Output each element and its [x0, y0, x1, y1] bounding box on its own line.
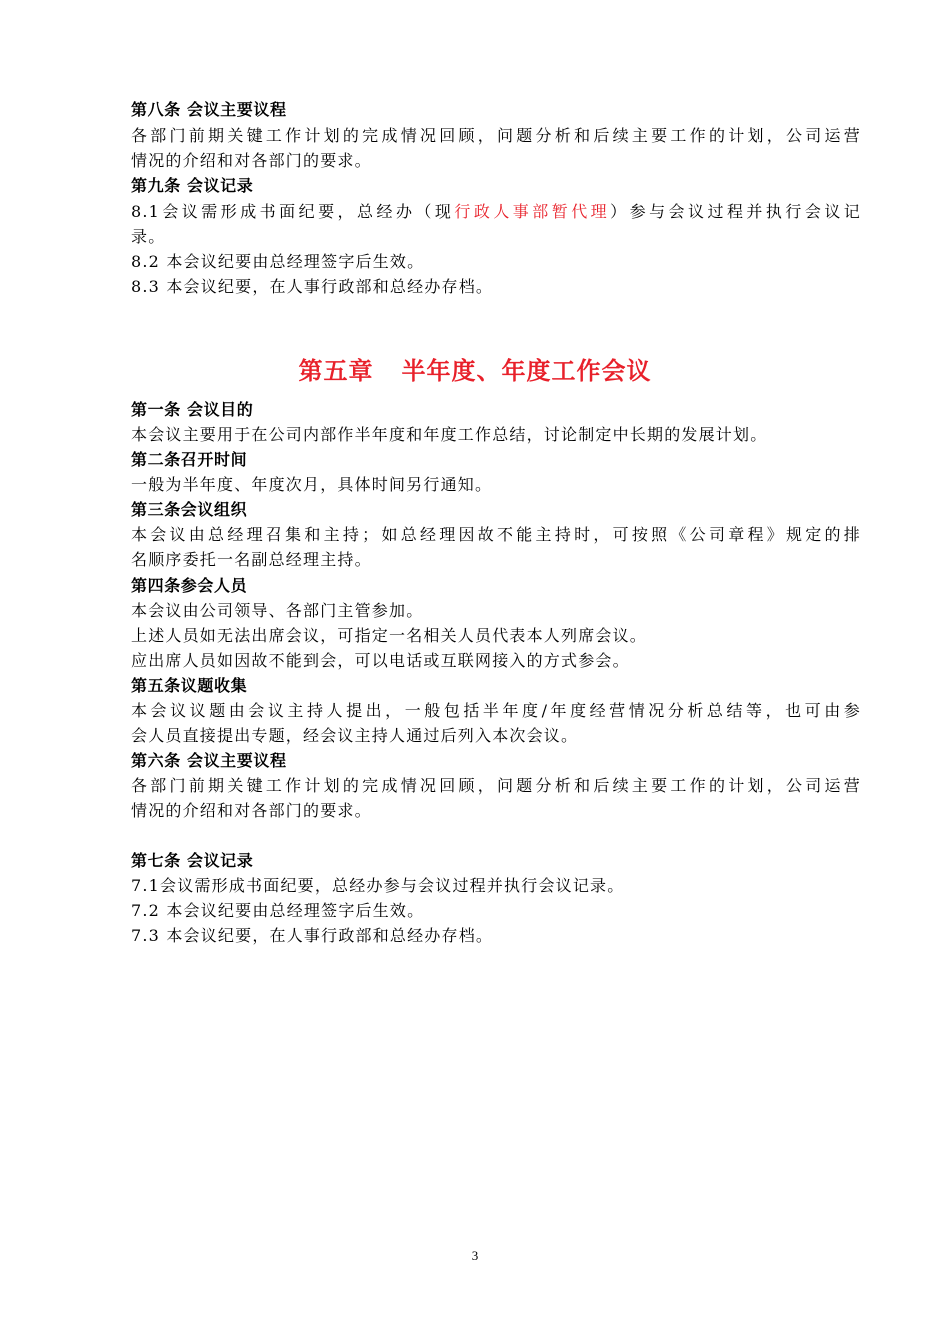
article-6-text-line-1: 各部门前期关键工作计划的完成情况回顾，问题分析和后续主要工作的计划，公司运营 — [131, 776, 861, 795]
article-2-text: 一般为半年度、年度次月，具体时间另行通知。 — [131, 475, 493, 494]
article-7-item-3: 7.3 本会议纪要，在人事行政部和总经办存档。 — [131, 926, 494, 945]
article-9-item-1 — [131, 201, 861, 223]
article-4-text-3: 应出席人员如因故不能到会，可以电话或互联网接入的方式参会。 — [131, 651, 630, 670]
page-number: 3 — [471, 1248, 479, 1263]
article-4-text-2: 上述人员如无法出席会议，可指定一名相关人员代表本人列席会议。 — [131, 626, 648, 645]
article-1-text: 本会议主要用于在公司内部作半年度和年度工作总结，讨论制定中长期的发展计划。 — [131, 425, 768, 444]
article-9-item-1-start: 8.1会议需形成书面纪要，总经办（现 — [131, 202, 455, 221]
article-9-item-1-wrap: 录。 — [131, 227, 166, 246]
article-5-text-line-1: 本会议议题由会议主持人提出，一般包括半年度/年度经营情况分析总结等，也可由参 — [131, 701, 861, 720]
chapter-title — [0, 354, 950, 388]
article-9-item-2: 8.2 本会议纪要由总经理签字后生效。 — [131, 252, 425, 271]
article-5-heading: 第五条议题收集 — [131, 676, 248, 695]
article-3-text-line-2: 名顺序委托一名副总经理主持。 — [131, 550, 372, 569]
chapter-name: 半年度、年度工作会议 — [401, 357, 652, 385]
article-7-heading: 第七条 会议记录 — [131, 851, 254, 870]
article-9-item-3: 8.3 本会议纪要，在人事行政部和总经办存档。 — [131, 277, 494, 296]
article-8-text-line-1: 各部门前期关键工作计划的完成情况回顾，问题分析和后续主要工作的计划，公司运营 — [131, 126, 861, 145]
article-6-text-line-2: 情况的介绍和对各部门的要求。 — [131, 801, 372, 820]
article-3-text-line-1: 本会议由总经理召集和主持；如总经理因故不能主持时，可按照《公司章程》规定的排 — [131, 525, 861, 544]
chapter-number: 第五章 — [298, 357, 374, 385]
article-7-item-2: 7.2 本会议纪要由总经理签字后生效。 — [131, 901, 425, 920]
article-2-heading: 第二条召开时间 — [131, 450, 248, 469]
article-1-heading: 第一条 会议目的 — [131, 400, 254, 419]
article-6-heading: 第六条 会议主要议程 — [131, 751, 287, 770]
article-9-item-1-end: ）参与会议过程并执行会议记 — [610, 202, 861, 221]
article-5-text-line-2: 会人员直接提出专题，经会议主持人通过后列入本次会议。 — [131, 726, 579, 745]
article-8-heading: 第八条 会议主要议程 — [131, 100, 287, 119]
article-4-heading: 第四条参会人员 — [131, 576, 248, 595]
article-9-heading: 第九条 会议记录 — [131, 176, 254, 195]
article-7-item-1: 7.1会议需形成书面纪要，总经办参与会议过程并执行会议记录。 — [131, 876, 625, 895]
article-4-text-1: 本会议由公司领导、各部门主管参加。 — [131, 601, 424, 620]
highlighted-department: 行政人事部暂代理 — [454, 202, 611, 221]
article-3-heading: 第三条会议组织 — [131, 500, 248, 519]
article-8-text-line-2: 情况的介绍和对各部门的要求。 — [131, 151, 372, 170]
